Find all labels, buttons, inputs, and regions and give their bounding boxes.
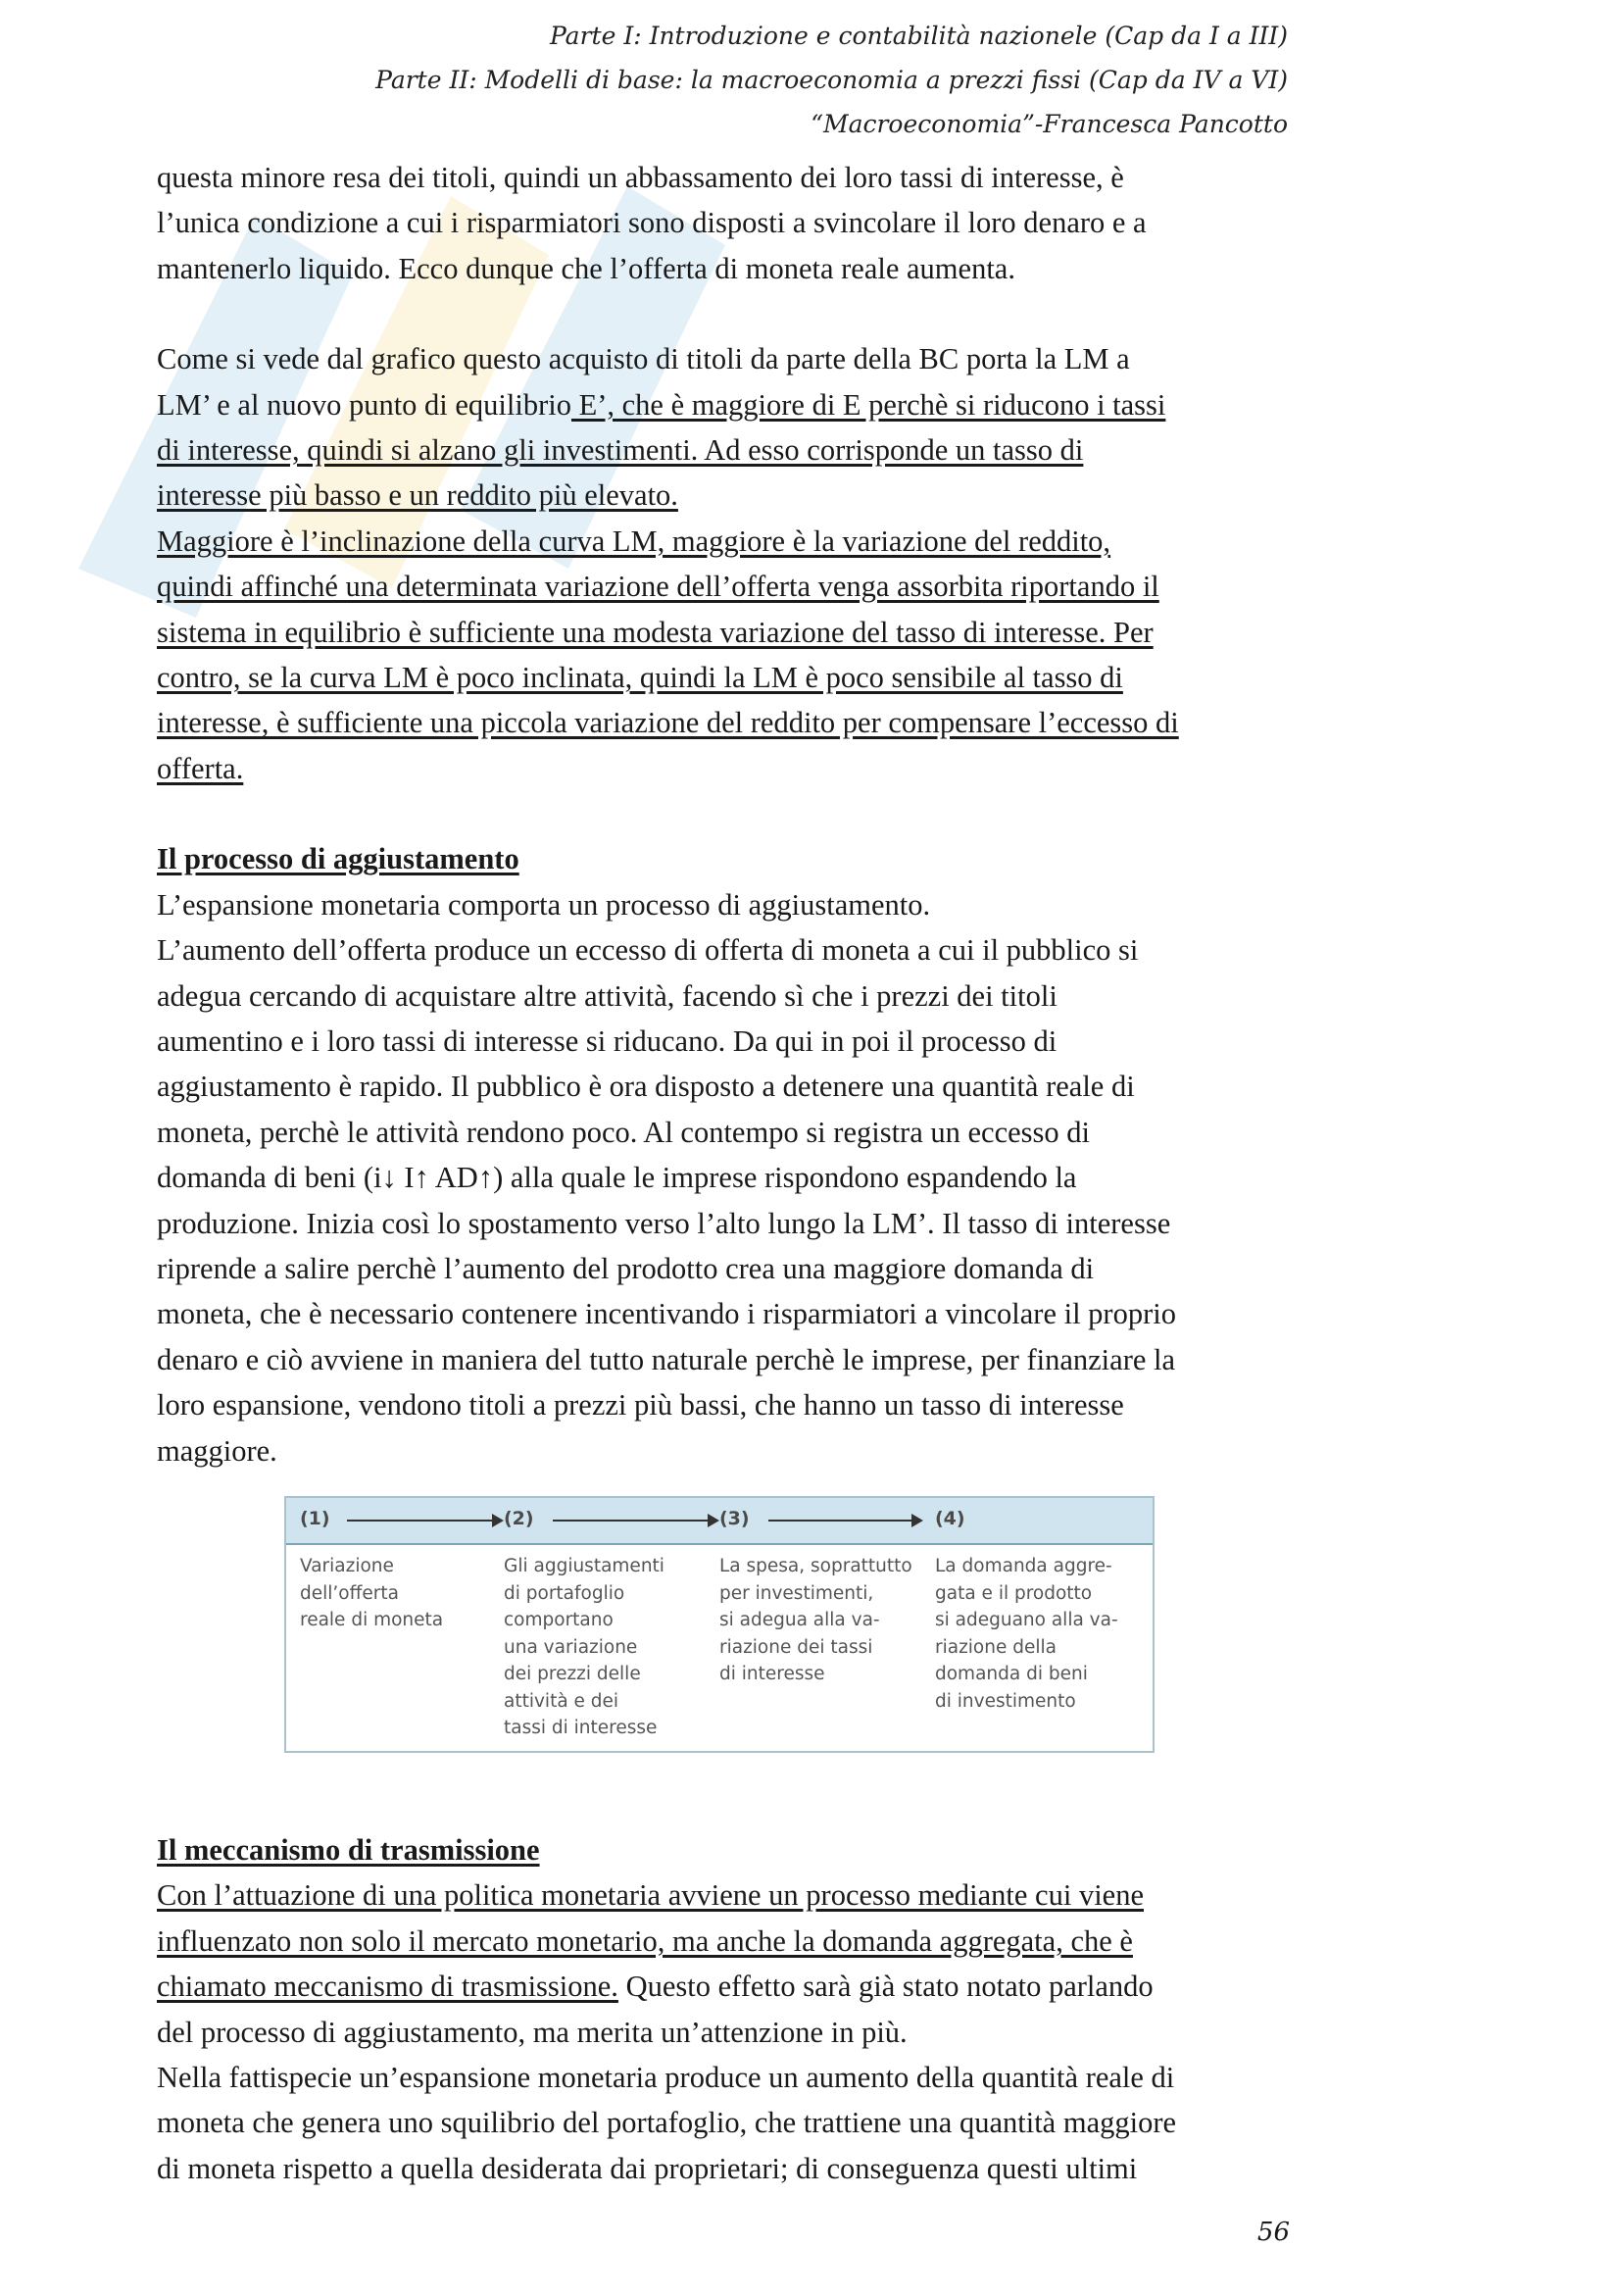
step-1-description [300, 1553, 443, 1634]
para2-text: LM’ e al nuovo punto di equilibrio [157, 387, 571, 422]
step-text: Variazione [300, 1556, 394, 1576]
section2-line: del processo di aggiustamento, ma merita un’attenzione in più. [157, 2015, 908, 2049]
arrow-right-icon [768, 1520, 921, 1522]
step-2-description [504, 1553, 664, 1742]
step-3-description [719, 1553, 912, 1688]
step-text: gata e il prodotto [935, 1582, 1093, 1604]
step-text: una variazione [504, 1636, 638, 1658]
section1-line: adegua cercando di acquistare altre attività, facendo sì che i prezzi dei titoli [157, 978, 1057, 1013]
step-text: Gli aggiustamenti [504, 1556, 664, 1576]
header-line-2: Parte II: Modelli di base: la macroeconomia a prezzi fissi (Cap da IV a VI) [375, 66, 1288, 94]
section2-line: Con l’attuazione di una politica monetaria avviene un processo mediante cui viene [157, 1878, 1144, 1913]
section1-line: moneta, che è necessario contenere incentivando i risparmiatori a vincolare il proprio [157, 1297, 1176, 1331]
para2-line: contro, se la curva LM è poco inclinata, quindi la LM è poco sensibile al tasso di [157, 661, 1123, 695]
section1-line: maggiore. [157, 1433, 277, 1468]
section2-line: influenzato non solo il mercato monetario, ma anche la domanda aggregata, che è [157, 1923, 1133, 1958]
step-text: si adeguano alla va- [935, 1610, 1118, 1630]
para2-line: offerta. [157, 751, 244, 785]
para1-line: l’unica condizione a cui i risparmiatori sono disposti a svincolare il loro denaro e a [157, 206, 1147, 240]
arrow-right-icon [553, 1520, 717, 1522]
section1-line: L’espansione monetaria comporta un processo di aggiustamento. [157, 887, 931, 922]
body-text-bottom [157, 1827, 1294, 2191]
step-number: (1) [300, 1508, 330, 1529]
figure-step-bar [286, 1498, 1153, 1545]
step-text: si adegua alla va- [719, 1610, 880, 1630]
para1-line: mantenerlo liquido. Ecco dunque che l’offerta di moneta reale aumenta. [157, 251, 1015, 285]
step-text: di portafoglio [504, 1582, 625, 1604]
section1-line: L’aumento dell’offerta produce un eccesso di offerta di moneta a cui il pubblico si [157, 933, 1139, 968]
step-text: riazione dei tassi [719, 1636, 873, 1658]
section2-line: di moneta rispetto a quella desiderata dai proprietari; di conseguenza questi ultimi [157, 2151, 1138, 2185]
body-text-top [157, 155, 1294, 1473]
step-text: La domanda aggre- [935, 1556, 1112, 1576]
page-header [375, 14, 1288, 146]
step-text: La spesa, soprattutto [719, 1556, 912, 1576]
header-line-1: Parte I: Introduzione e contabilità nazionele (Cap da I a III) [549, 22, 1288, 50]
step-text: di interesse [719, 1664, 825, 1684]
step-text: reale di moneta [300, 1610, 444, 1630]
step-text: dei prezzi delle [504, 1664, 641, 1684]
section2-text: Questo effetto sarà già stato notato parlando [617, 1970, 1154, 2004]
section1-line: aumentino e i loro tassi di interesse si riducano. Da qui in poi il processo di [157, 1023, 1057, 1058]
section2-underlined: chiamato meccanismo di trasmissione. [157, 1970, 618, 2004]
section1-line: domanda di beni (i↓ I↑ AD↑) alla quale le imprese rispondono espandendo la [157, 1161, 1077, 1195]
para2-underlined: E’, che è maggiore di E perchè si riducono i tassi [570, 387, 1166, 422]
step-text: di investimento [935, 1690, 1076, 1712]
para2-line: sistema in equilibrio è sufficiente una modesta variazione del tasso di interesse. Per [157, 615, 1154, 649]
para2-line: Come si vede dal grafico questo acquisto di titoli da parte della BC porta la LM a [157, 342, 1130, 376]
header-line-3: “Macroeconomia”-Francesca Pancotto [811, 110, 1288, 138]
section1-line: produzione. Inizia così lo spostamento verso l’alto lungo la LM’. Il tasso di interesse [157, 1206, 1171, 1240]
section1-line: riprende a salire perchè l’aumento del prodotto crea una maggiore domanda di [157, 1251, 1095, 1285]
para2-line: interesse più basso e un reddito più elevato. [157, 478, 678, 513]
step-text: dell’offerta [300, 1582, 399, 1604]
step-number: (4) [935, 1508, 965, 1529]
section2-line [157, 1964, 1294, 2009]
section2-line: Nella fattispecie un’espansione monetaria produce un aumento della quantità reale di [157, 2061, 1175, 2095]
para2-line: Maggiore è l’inclinazione della curva LM, maggiore è la variazione del reddito, [157, 524, 1111, 558]
step-number: (2) [504, 1508, 534, 1529]
section1-line: aggiustamento è rapido. Il pubblico è ora disposto a detenere una quantità reale di [157, 1070, 1135, 1104]
section1-line: moneta, perchè le attività rendono poco. Al contempo si registra un eccesso di [157, 1115, 1090, 1149]
arrow-right-icon [347, 1520, 502, 1522]
section2-line: moneta che genera uno squilibrio del portafoglio, che trattiene una quantità maggiore [157, 2106, 1177, 2140]
step-text: per investimenti, [719, 1582, 874, 1604]
step-4-description [935, 1553, 1118, 1715]
step-text: comportano [504, 1610, 614, 1630]
para2-line: interesse, è sufficiente una piccola variazione del reddito per compensare l’eccesso di [157, 706, 1179, 740]
para2-line: quindi affinché una determinata variazione dell’offerta venga assorbita riportando il [157, 570, 1159, 604]
step-text: tassi di interesse [504, 1718, 658, 1738]
step-text: attività e dei [504, 1690, 619, 1712]
page-number: 56 [1256, 2218, 1290, 2247]
step-text: domanda di beni [935, 1664, 1088, 1684]
section-heading-trasmissione: Il meccanismo di trasmissione [157, 1833, 540, 1867]
adjustment-flow-figure [284, 1496, 1155, 1753]
section-heading-aggiustamento: Il processo di aggiustamento [157, 842, 519, 876]
step-number: (3) [719, 1508, 750, 1529]
para2-line [157, 382, 1294, 427]
para1-line: questa minore resa dei titoli, quindi un abbassamento dei loro tassi di interesse, è [157, 161, 1124, 194]
step-text: riazione della [935, 1636, 1057, 1658]
para2-line: di interesse, quindi si alzano gli investimenti. Ad esso corrisponde un tasso di [157, 433, 1084, 468]
section1-line: loro espansione, vendono titoli a prezzi più bassi, che hanno un tasso di interesse [157, 1388, 1124, 1423]
section1-line: denaro e ciò avviene in maniera del tutto naturale perchè le imprese, per finanziare la [157, 1342, 1176, 1376]
